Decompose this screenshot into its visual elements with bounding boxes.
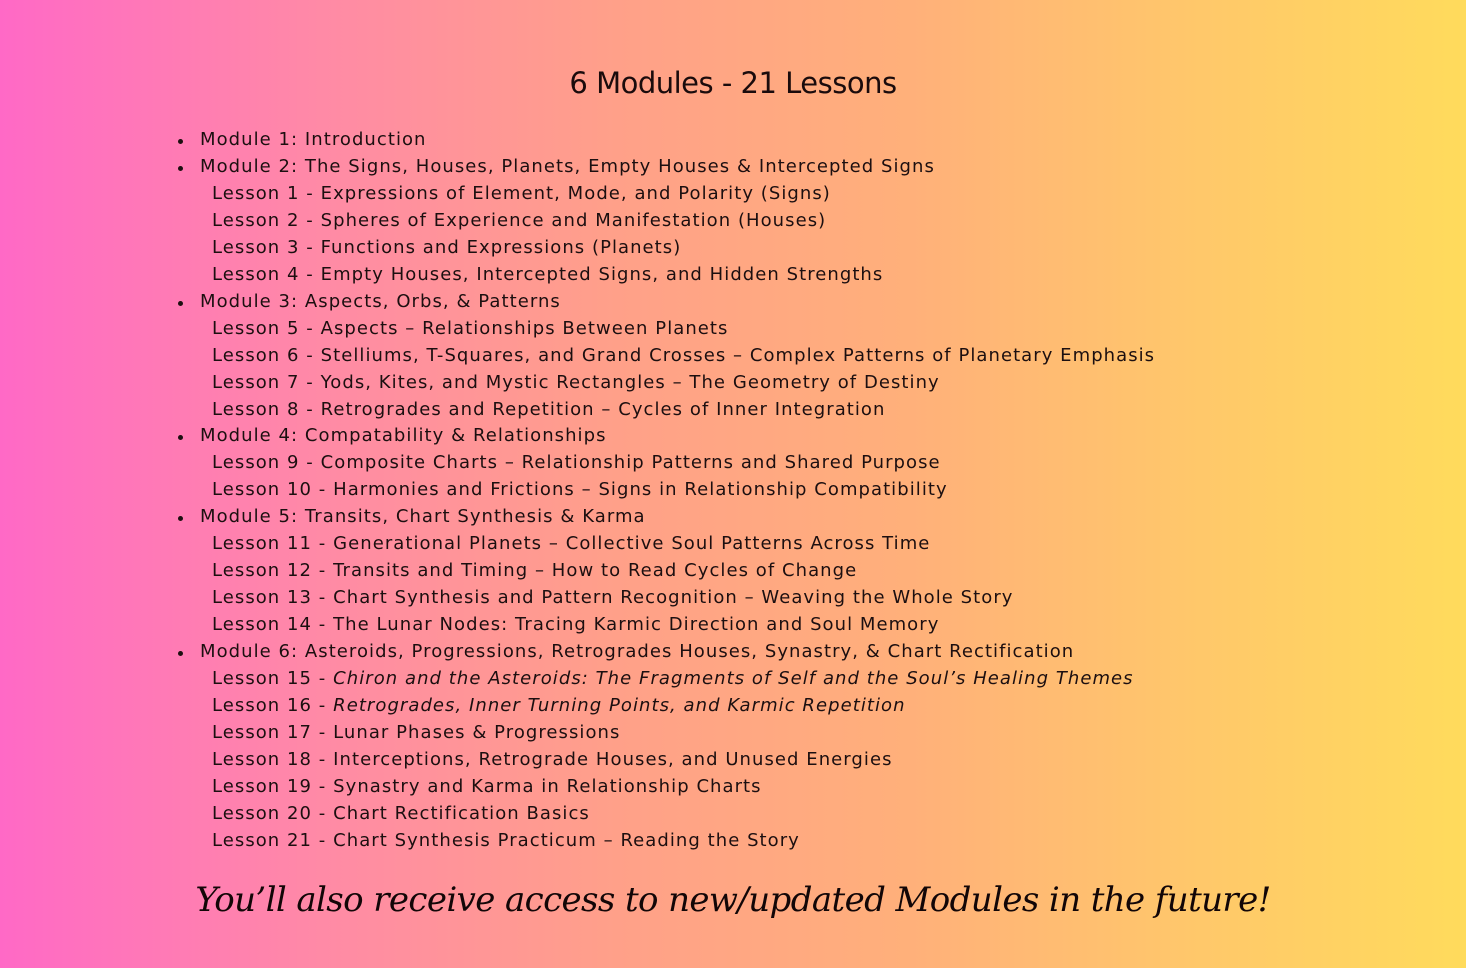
future-access-note: You’ll also receive access to new/updated Modules in the future!	[195, 880, 1271, 920]
module-block	[200, 289, 1155, 424]
lesson-number: Lesson 4 -	[212, 263, 321, 285]
lesson-number: Lesson 15 -	[212, 668, 334, 690]
lesson-number: Lesson 3 -	[212, 236, 321, 258]
lesson-title: Chart Synthesis Practicum – Reading the Story	[333, 829, 800, 851]
lesson-number: Lesson 18 -	[212, 748, 334, 770]
lesson-number: Lesson 19 -	[212, 775, 334, 797]
module-title: Module 3: Aspects, Orbs, & Patterns	[200, 289, 1155, 316]
lesson-title: Spheres of Experience and Manifestation (Houses)	[320, 209, 827, 231]
lesson-title: Chiron and the Asteroids: The Fragments of Self and the Soul’s Healing Themes	[333, 668, 1134, 690]
lesson-number: Lesson 21 -	[212, 829, 334, 851]
lesson-list	[200, 450, 1155, 504]
module-title: Module 4: Compatability & Relationships	[200, 423, 1155, 450]
lesson-item	[212, 343, 1155, 370]
lesson-number: Lesson 8 -	[212, 398, 321, 420]
lesson-item	[212, 558, 1155, 585]
lesson-number: Lesson 11 -	[212, 533, 334, 555]
lesson-number: Lesson 5 -	[212, 317, 321, 339]
lesson-title: Synastry and Karma in Relationship Charts	[333, 775, 762, 797]
lesson-number: Lesson 20 -	[212, 802, 334, 824]
lesson-list	[200, 531, 1155, 639]
lesson-number: Lesson 6 -	[212, 344, 321, 366]
lesson-item	[212, 531, 1155, 558]
lesson-item	[212, 208, 1155, 235]
lesson-title: Lunar Phases & Progressions	[333, 721, 621, 743]
lesson-number: Lesson 16 -	[212, 695, 334, 717]
lesson-title: Chart Rectification Basics	[333, 802, 590, 824]
lesson-title: Retrogrades and Repetition – Cycles of Inner Integration	[320, 398, 886, 420]
lesson-item	[212, 316, 1155, 343]
lesson-title: Transits and Timing – How to Read Cycles of Change	[333, 560, 858, 582]
lesson-item	[212, 801, 1155, 828]
lesson-number: Lesson 13 -	[212, 587, 334, 609]
lesson-list	[200, 181, 1155, 289]
lesson-number: Lesson 12 -	[212, 560, 334, 582]
lesson-title: Interceptions, Retrograde Houses, and Unused Energies	[333, 748, 893, 770]
lesson-title: Empty Houses, Intercepted Signs, and Hidden Strengths	[320, 263, 884, 285]
lesson-list	[200, 666, 1155, 855]
lesson-item	[212, 450, 1155, 477]
lesson-item	[212, 666, 1155, 693]
page-title: 6 Modules - 21 Lessons	[569, 66, 897, 100]
lesson-number: Lesson 10 -	[212, 479, 334, 501]
lesson-title: Yods, Kites, and Mystic Rectangles – The Geometry of Destiny	[320, 371, 940, 393]
lesson-title: The Lunar Nodes: Tracing Karmic Direction and Soul Memory	[333, 614, 940, 636]
module-title: Module 1: Introduction	[200, 127, 1155, 154]
lesson-item	[212, 747, 1155, 774]
module-block	[200, 127, 1155, 154]
lesson-title: Stelliums, T-Squares, and Grand Crosses – Complex Patterns of Planetary Emphasis	[320, 344, 1156, 366]
lesson-title: Chart Synthesis and Pattern Recognition – Weaving the Whole Story	[333, 587, 1014, 609]
lesson-item	[212, 693, 1155, 720]
lesson-number: Lesson 9 -	[212, 452, 321, 474]
lesson-item	[212, 828, 1155, 855]
module-block	[200, 423, 1155, 504]
lesson-item	[212, 774, 1155, 801]
lesson-list	[200, 316, 1155, 424]
lesson-item	[212, 585, 1155, 612]
module-block	[200, 154, 1155, 289]
lesson-title: Expressions of Element, Mode, and Polarity (Signs)	[320, 182, 831, 204]
module-title: Module 5: Transits, Chart Synthesis & Karma	[200, 504, 1155, 531]
lesson-item	[212, 612, 1155, 639]
lesson-item	[212, 235, 1155, 262]
lesson-number: Lesson 17 -	[212, 721, 334, 743]
course-outline	[200, 127, 1155, 855]
module-block	[200, 504, 1155, 639]
lesson-item	[212, 477, 1155, 504]
lesson-title: Generational Planets – Collective Soul Patterns Across Time	[333, 533, 931, 555]
lesson-item	[212, 397, 1155, 424]
lesson-number: Lesson 1 -	[212, 182, 321, 204]
lesson-item	[212, 181, 1155, 208]
lesson-title: Retrogrades, Inner Turning Points, and Karmic Repetition	[333, 695, 906, 717]
module-title: Module 6: Asteroids, Progressions, Retrogrades Houses, Synastry, & Chart Rectification	[200, 639, 1155, 666]
lesson-title: Aspects – Relationships Between Planets	[320, 317, 729, 339]
lesson-number: Lesson 7 -	[212, 371, 321, 393]
lesson-title: Composite Charts – Relationship Patterns and Shared Purpose	[320, 452, 941, 474]
module-title: Module 2: The Signs, Houses, Planets, Empty Houses & Intercepted Signs	[200, 154, 1155, 181]
lesson-number: Lesson 14 -	[212, 614, 334, 636]
module-block	[200, 639, 1155, 855]
lesson-title: Functions and Expressions (Planets)	[320, 236, 682, 258]
lesson-item	[212, 262, 1155, 289]
lesson-title: Harmonies and Frictions – Signs in Relationship Compatibility	[333, 479, 948, 501]
lesson-number: Lesson 2 -	[212, 209, 321, 231]
lesson-item	[212, 720, 1155, 747]
lesson-item	[212, 370, 1155, 397]
